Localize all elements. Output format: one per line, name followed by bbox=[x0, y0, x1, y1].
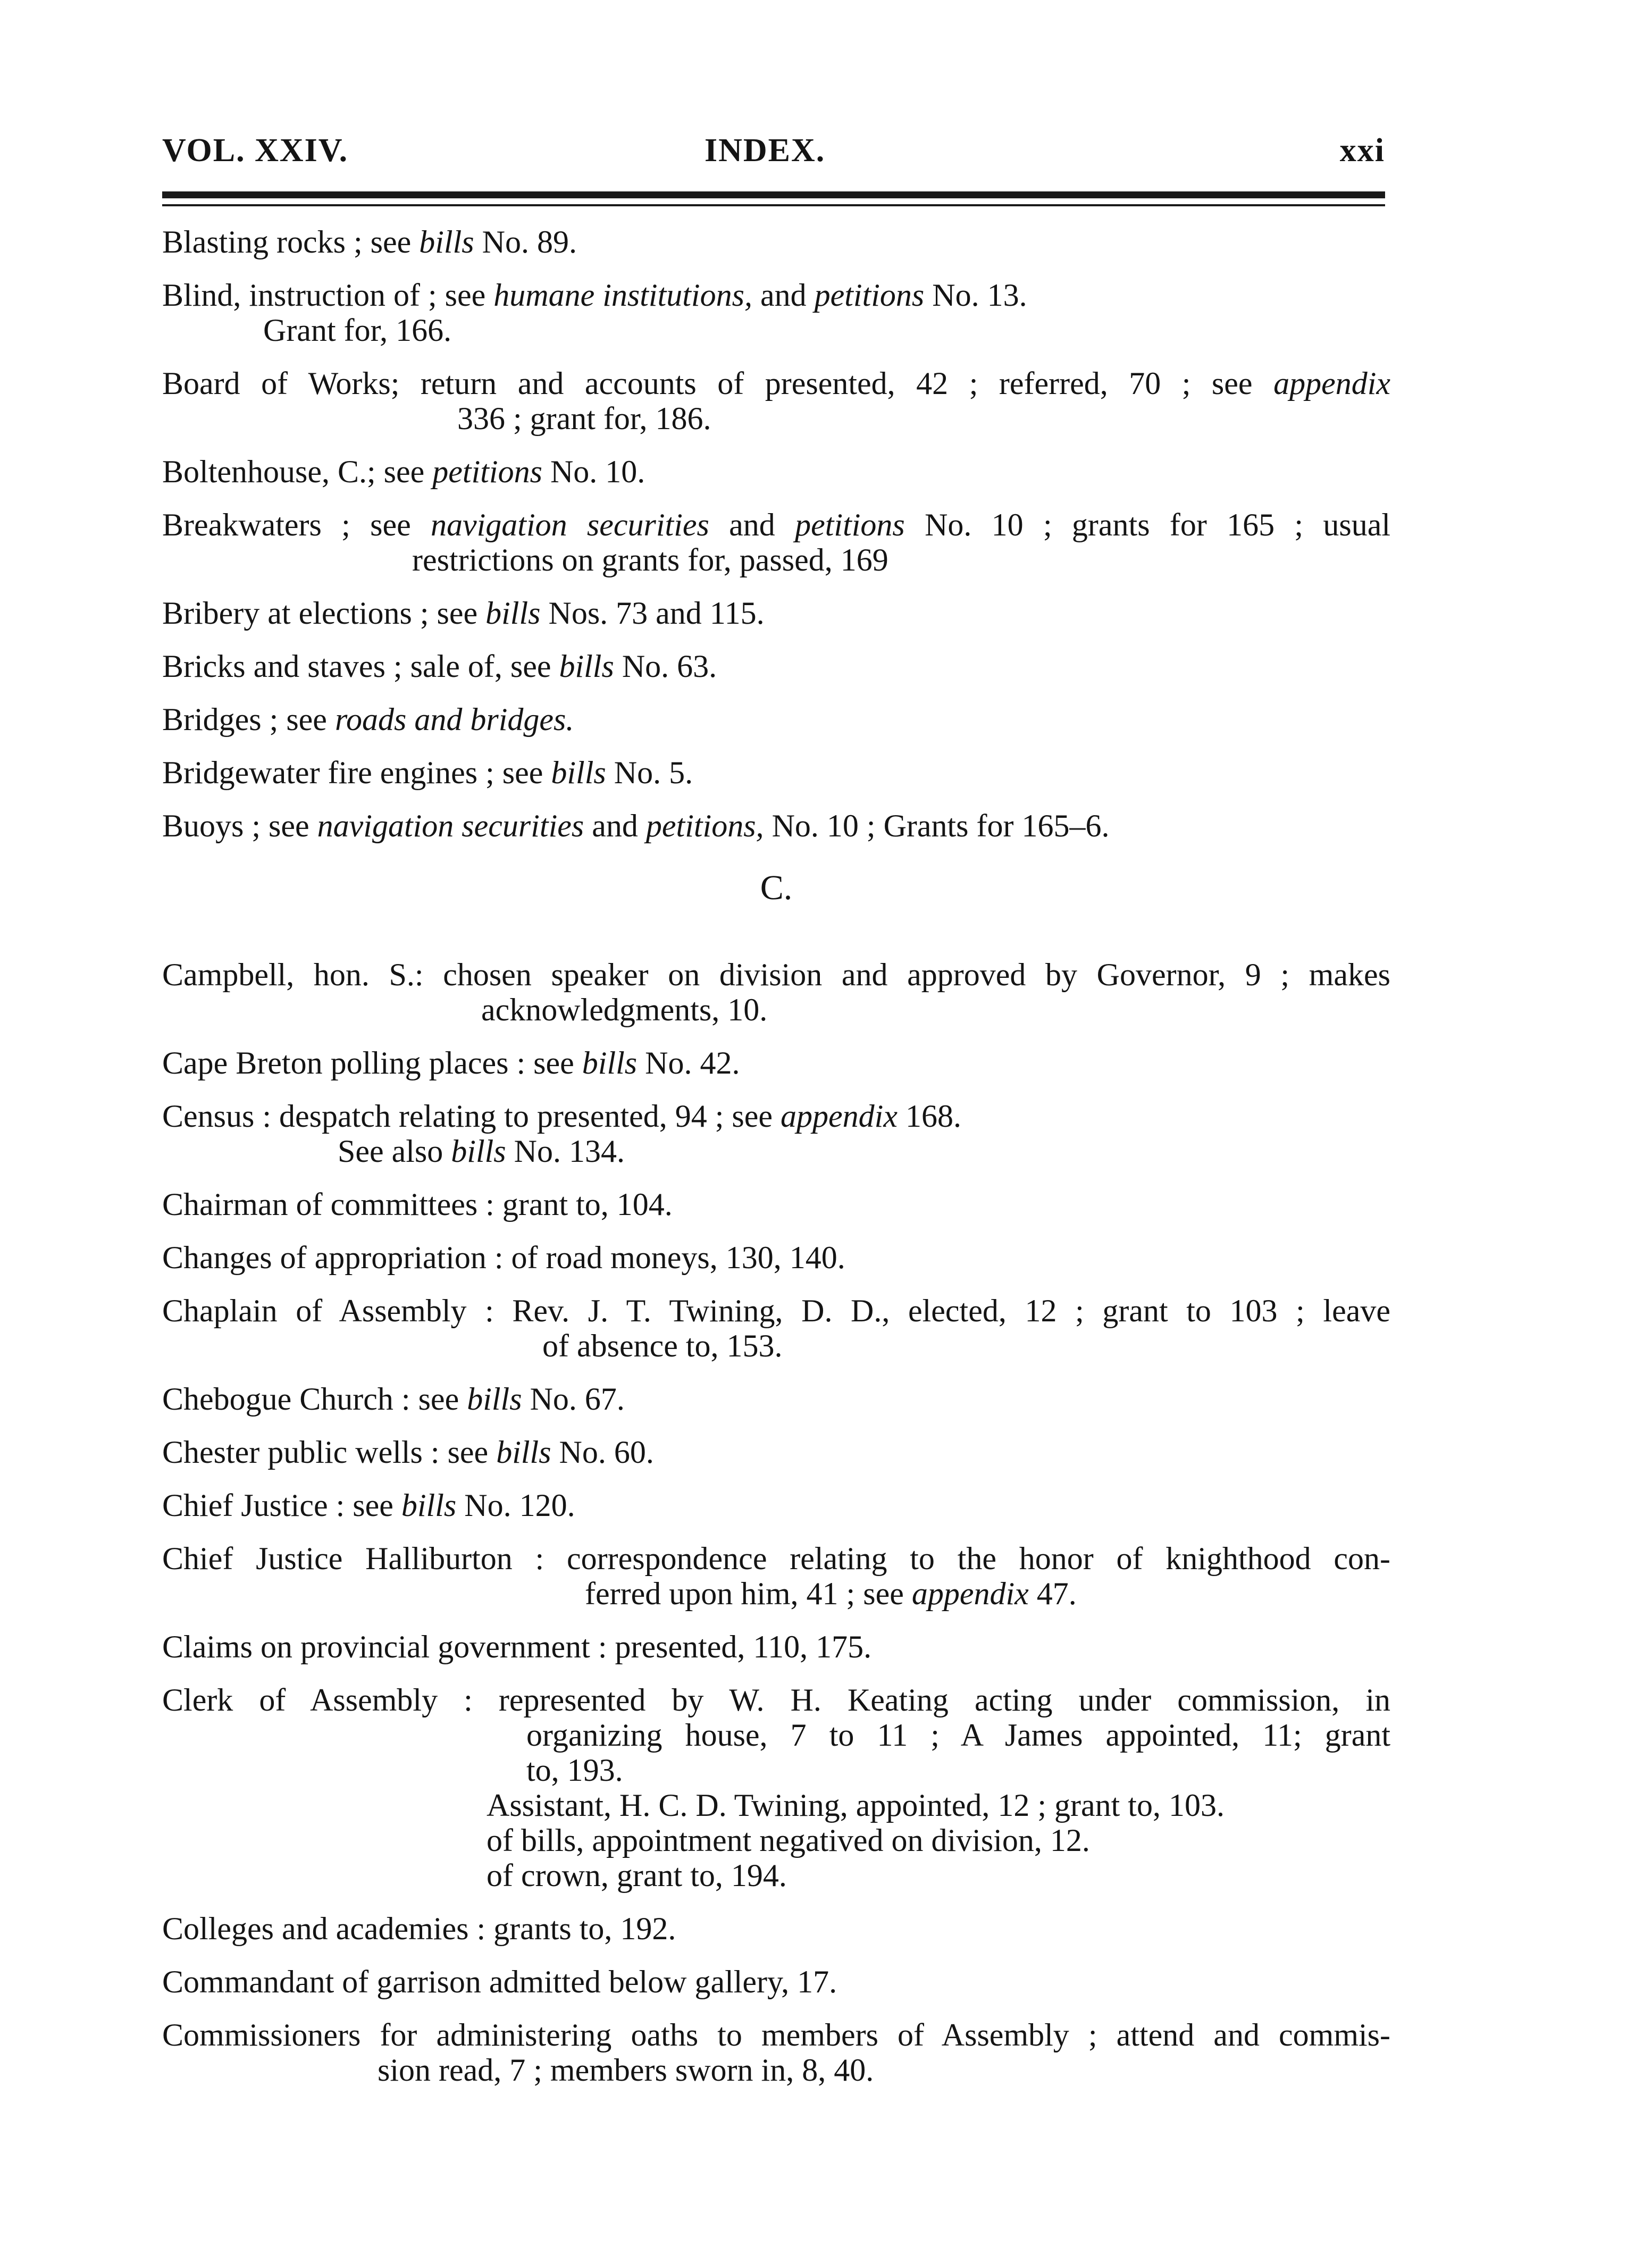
index-entry-colleges: Colleges and academies : grants to, 192. bbox=[162, 1911, 676, 1946]
index-entry-blasting-rocks: Blasting rocks ; see bills No. 89. bbox=[162, 224, 577, 259]
page-number: xxi bbox=[1339, 132, 1385, 169]
index-entry-bribery: Bribery at elections ; see bills Nos. 73 and 115. bbox=[162, 596, 765, 631]
volume-label: VOL. XXIV. bbox=[162, 132, 349, 169]
index-entry-chaplain: Chaplain of Assembly : Rev. J. T. Twining, D. D., elected, 12 ; grant to 103 ; leave of absence to, 153. bbox=[162, 1293, 1390, 1363]
index-entry-chebogue: Chebogue Church : see bills No. 67. bbox=[162, 1381, 625, 1417]
index-entry-chief-justice: Chief Justice : see bills No. 120. bbox=[162, 1488, 575, 1523]
index-entry-commissioners: Commissioners for administering oaths to members of Assembly ; attend and commis- sion read, 7 ; members sworn in, 8, 40. bbox=[162, 2017, 1390, 2088]
index-body bbox=[162, 224, 1390, 2106]
index-entry-buoys: Buoys ; see navigation securities and petitions, No. 10 ; Grants for 165–6. bbox=[162, 808, 1110, 843]
section-letter-c: C. bbox=[760, 868, 793, 907]
index-entry-campbell: Campbell, hon. S.: chosen speaker on division and approved by Governor, 9 ; makes acknowledgments, 10. bbox=[162, 957, 1390, 1027]
index-entry-board-of-works: Board of Works; return and accounts of presented, 42 ; referred, 70 ; see appendix 336 ; grant for, 186. bbox=[162, 366, 1390, 436]
running-head bbox=[162, 132, 1385, 185]
index-entry-breakwaters: Breakwaters ; see navigation securities and petitions No. 10 ; grants for 165 ; usual restrictions on grants for, passed, 169 bbox=[162, 507, 1390, 577]
index-entry-chester: Chester public wells : see bills No. 60. bbox=[162, 1435, 654, 1470]
header-rule-thin bbox=[162, 204, 1385, 206]
page-title: INDEX. bbox=[705, 132, 826, 169]
index-entry-bricks: Bricks and staves ; sale of, see bills No. 63. bbox=[162, 649, 717, 684]
index-entry-clerk-of-assembly: Clerk of Assembly : represented by W. H. Keating acting under commission, in organizing house, 7 to 11 ; A James appointed, 11; grant to, 193. Assistant, H. C. D. Twining, appointed, 12 ; grant to, 103. of bills, appointment negatived on division, 12. of crown, grant to, 194. bbox=[162, 1682, 1390, 1893]
index-entry-bridges: Bridges ; see roads and bridges. bbox=[162, 702, 574, 737]
index-entry-bridgewater: Bridgewater fire engines ; see bills No. 5. bbox=[162, 755, 693, 790]
index-entry-boltenhouse: Boltenhouse, C.; see petitions No. 10. bbox=[162, 454, 645, 489]
index-entry-chairman: Chairman of committees : grant to, 104. bbox=[162, 1187, 673, 1222]
index-entry-blind: Blind, instruction of ; see humane institutions, and petitions No. 13. Grant for, 166. bbox=[162, 278, 1027, 348]
header-rule-thick bbox=[162, 191, 1385, 198]
index-entry-cape-breton: Cape Breton polling places : see bills No. 42. bbox=[162, 1045, 740, 1080]
index-entry-census: Census : despatch relating to presented, 94 ; see appendix 168. See also bills No. 134. bbox=[162, 1099, 961, 1169]
index-entry-changes-of-appropriation: Changes of appropriation : of road moneys, 130, 140. bbox=[162, 1240, 845, 1275]
index-entry-chief-justice-halliburton: Chief Justice Halliburton : correspondence relating to the honor of knighthood con- ferred upon him, 41 ; see appendix 47. bbox=[162, 1541, 1390, 1611]
index-entry-commandant: Commandant of garrison admitted below gallery, 17. bbox=[162, 1964, 837, 1999]
index-entry-claims: Claims on provincial government : presented, 110, 175. bbox=[162, 1629, 872, 1664]
